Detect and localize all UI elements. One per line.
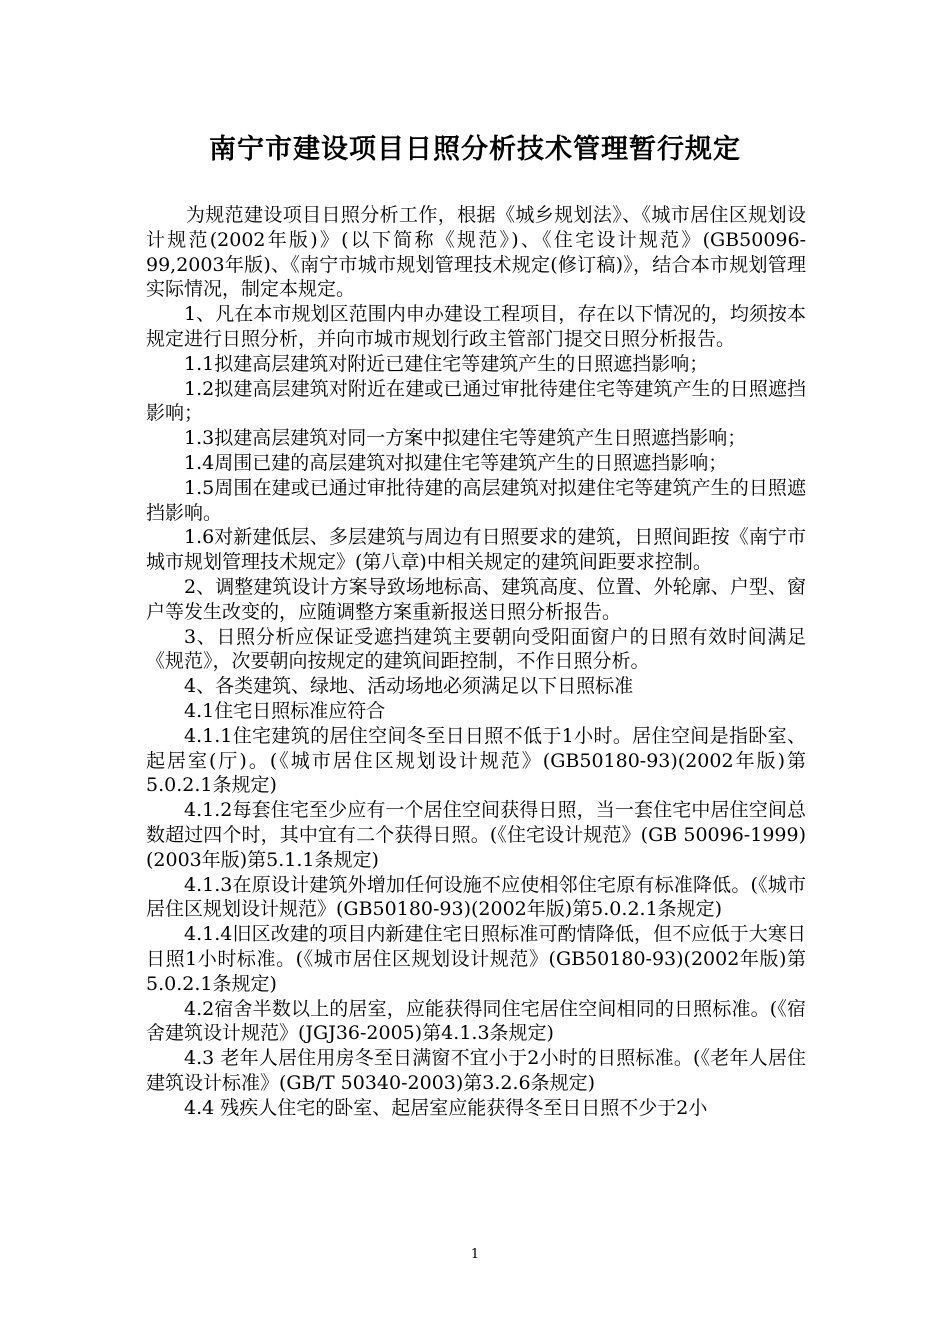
paragraph-4: 4、各类建筑、绿地、活动场地必须满足以下日照标准 — [184, 675, 634, 698]
paragraph-1-3: 1.3拟建高层建筑对同一方案中拟建住宅等建筑产生日照遮挡影响； — [184, 427, 747, 450]
paragraph-1-6: 1.6对新建低层、多层建筑与周边有日照要求的建筑，日照间距按《南宁市城市规划管理技术规定》(第八章)中相关规定的建筑间距要求控制。 — [146, 526, 806, 574]
paragraph-4-2: 4.2宿舍半数以上的居室，应能获得同住宅居住空间相同的日照标准。(《宿舍建筑设计规范》(JGJ36-2005)第4.1.3条规定) — [146, 997, 806, 1045]
paragraph-intro: 为规范建设项目日照分析工作，根据《城乡规划法》、《城市居住区规划设计规范(2002年版)》(以下简称《规范》)、《住宅设计规范》(GB50096-99,2003年版)、《南宁市城市规划管理技术规定(修订稿)》，结合本市规划管理实际情况，制定本规定。 — [146, 204, 806, 301]
paragraph-4-1-4: 4.1.4旧区改建的项目内新建住宅日照标准可酌情降低，但不应低于大寒日日照1小时标准。(《城市居住区规划设计规范》(GB50180-93)(2002年版)第5.0.2.1条规定) — [146, 923, 806, 995]
document-title: 南宁市建设项目日照分析技术管理暂行规定 — [209, 134, 741, 165]
paragraph-4-1-1: 4.1.1住宅建筑的居住空间冬至日日照不低于1小时。居住空间是指卧室、起居室(厅)。(《城市居住区规划设计规范》(GB50180-93)(2002年版)第5.0.2.1条规定) — [146, 724, 806, 797]
paragraph-4-4: 4.4 残疾人住宅的卧室、起居室应能获得冬至日日照不少于2小 — [184, 1096, 708, 1119]
paragraph-1-5: 1.5周围在建或已通过审批待建的高层建筑对拟建住宅等建筑产生的日照遮挡影响。 — [146, 476, 806, 524]
paragraph-3: 3、日照分析应保证受遮挡建筑主要朝向受阳面窗户的日照有效时间满足《规范》，次要朝向按规定的建筑间距控制，不作日照分析。 — [146, 625, 806, 673]
paragraph-1-1: 1.1拟建高层建筑对附近已建住宅等建筑产生的日照遮挡影响； — [184, 352, 709, 375]
paragraph-4-1-3: 4.1.3在原设计建筑外增加任何设施不应使相邻住宅原有标准降低。(《城市居住区规划设计规范》(GB50180-93)(2002年版)第5.0.2.1条规定) — [146, 873, 806, 921]
paragraph-1-4: 1.4周围已建的高层建筑对拟建住宅等建筑产生的日照遮挡影响； — [184, 451, 728, 474]
paragraph-4-3: 4.3 老年人居住用房冬至日满窗不宜小于2小时的日照标准。(《老年人居住建筑设计标准》(GB/T 50340-2003)第3.2.6条规定) — [146, 1047, 806, 1094]
document-body — [146, 203, 806, 1120]
paragraph-4-1: 4.1住宅日照标准应符合 — [184, 699, 386, 722]
page-number: 1 — [470, 1247, 480, 1262]
paragraph-2: 2、调整建筑设计方案导致场地标高、建筑高度、位置、外轮廓、户型、窗户等发生改变的，应随调整方案重新报送日照分析报告。 — [146, 575, 806, 623]
paragraph-1-2: 1.2拟建高层建筑对附近在建或已通过审批待建住宅等建筑产生的日照遮挡影响； — [146, 377, 806, 425]
paragraph-1: 1、凡在本市规划区范围内申办建设工程项目，存在以下情况的，均须按本规定进行日照分析，并向市城市规划行政主管部门提交日照分析报告。 — [146, 303, 806, 350]
paragraph-4-1-2: 4.1.2每套住宅至少应有一个居住空间获得日照，当一套住宅中居住空间总数超过四个时，其中宜有二个获得日照。(《住宅设计规范》(GB 50096-1999)(2003年版)第5.1.1条规定) — [146, 799, 806, 871]
